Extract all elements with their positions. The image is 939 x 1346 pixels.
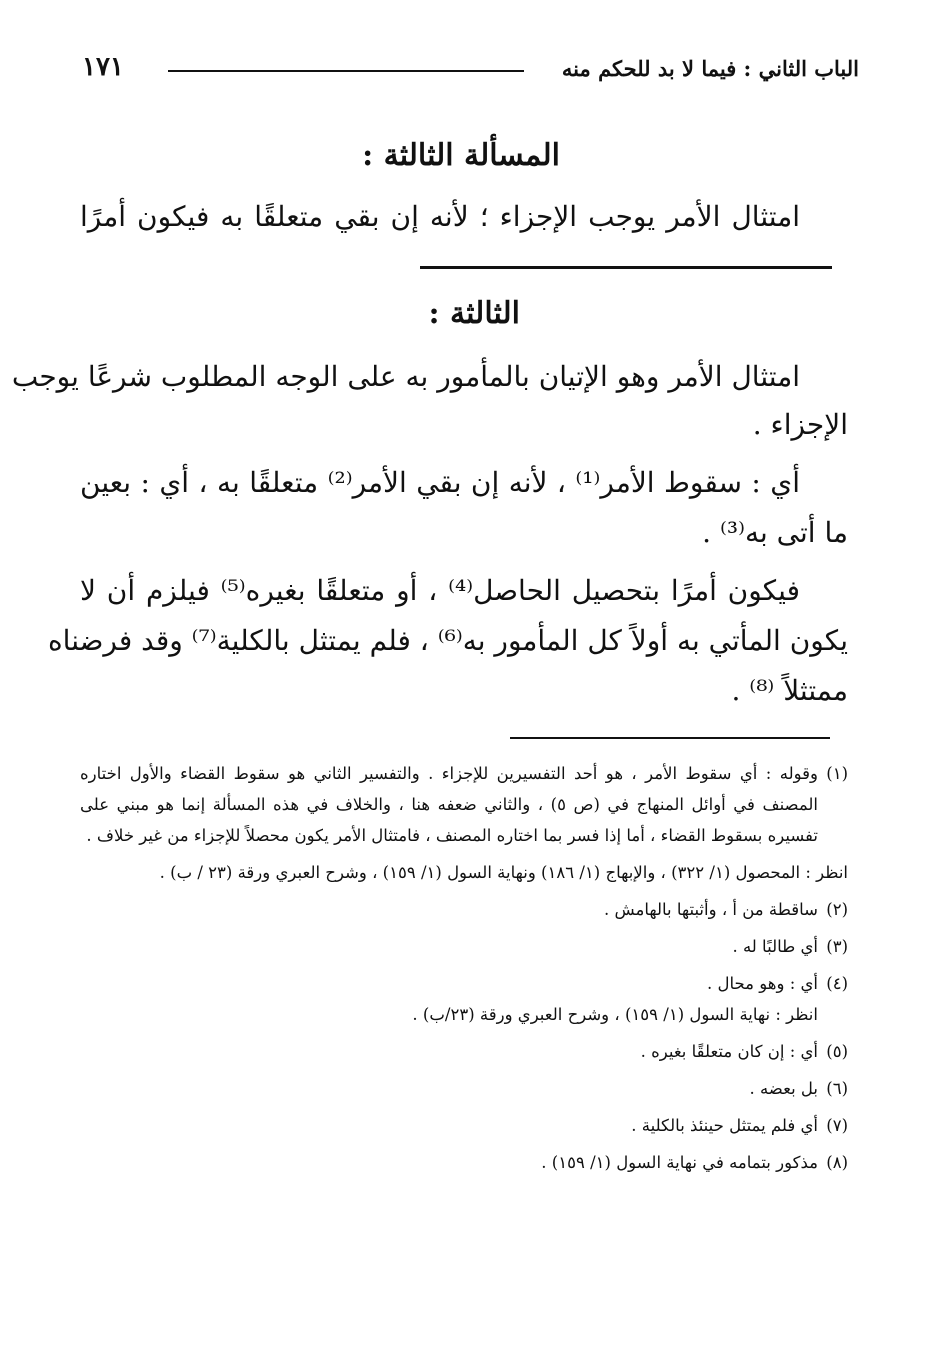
matn-divider <box>420 266 832 269</box>
footnote <box>80 931 848 962</box>
running-title: الباب الثاني : فيما لا بد للحكم منه <box>561 56 859 81</box>
footnote-text: ساقطة من أ ، وأثبتها بالهامش . <box>603 900 818 919</box>
footnote-text: وقوله : أي سقوط الأمر ، هو أحد التفسيرين للإجزاء . والتفسير الثاني هو سقوط القضاء والأول اختاره المصنف في أوائل المنهاج في (ص ٥) ، والثاني ضعفه هنا ، والخلاف في هذه المسألة إنما هو مبني على تفسيره بسقوط القضاء ، أما إذا فسر بما اختاره المصنف ، فامتثال الأمر يكون محصلاً للإجزاء من غير خلاف . <box>80 764 819 845</box>
footnote-reference <box>80 999 848 1030</box>
footnote-text: أي : وهو محال . <box>707 974 818 993</box>
footnote-text: أي فلم يمتثل حينئذ بالكلية . <box>631 1116 818 1135</box>
footnote-number: (٨) <box>826 1153 848 1172</box>
footnote-number: (٧) <box>826 1116 848 1135</box>
footnote <box>80 1147 848 1178</box>
footnote-number: (٥) <box>826 1042 848 1061</box>
sharh-heading: الثالثة : <box>428 296 520 331</box>
footnote-number: (١) <box>826 764 848 783</box>
footnote-number: (٤) <box>826 974 848 993</box>
footnote-text: أي : إن كان متعلقًا بغيره . <box>640 1042 818 1061</box>
footnote-text: انظر : نهاية السول (١/ ١٥٩) ، وشرح العبري ورقة (٢٣/ب) . <box>412 1005 818 1024</box>
footnote <box>80 968 848 999</box>
footnote-text: انظر : المحصول (١/ ٣٢٢) ، والإبهاج (١/ ١٨٦) ونهاية السول (١/ ١٥٩) ، وشرح العبري ورقة (٢٣ / ب) . <box>159 863 848 882</box>
header-rule <box>168 70 524 72</box>
sharh-line: أي : سقوط الأمر⁽¹⁾ ، لأنه إن بقي الأمر⁽²⁾ متعلقًا به ، أي : بعين <box>80 466 800 499</box>
sharh-line: فيكون أمرًا بتحصيل الحاصل⁽⁴⁾ ، أو متعلقًا بغيره⁽⁵⁾ فيلزم أن لا <box>80 574 801 607</box>
sharh-line: امتثال الأمر وهو الإتيان بالمأمور به على الوجه المطلوب شرعًا يوجب <box>11 360 800 393</box>
footnote-rule <box>510 737 830 739</box>
sharh-line: يكون المأتي به أولاً كل المأمور به⁽⁶⁾ ، فلم يمتثل بالكلية⁽⁷⁾ وقد فرضناه <box>48 624 848 657</box>
matn-text: امتثال الأمر يوجب الإجزاء ؛ لأنه إن بقي متعلقًا به فيكون أمرًا <box>80 200 800 233</box>
footnote <box>80 1110 848 1141</box>
sharh-line: ما أتى به⁽³⁾ . <box>702 516 848 549</box>
footnote <box>80 894 848 925</box>
footnote-number: (٣) <box>826 937 848 956</box>
footnotes <box>80 758 848 1184</box>
footnote-text: بل بعضه . <box>749 1079 818 1098</box>
footnote-reference <box>80 857 848 888</box>
sharh-line: ممتثلاً ⁽⁸⁾ . <box>731 674 848 707</box>
footnote-text: مذكور بتمامه في نهاية السول (١/ ١٥٩) . <box>541 1153 818 1172</box>
page-number: ١٧١ <box>82 52 124 82</box>
footnote-number: (٦) <box>826 1079 848 1098</box>
sharh-line: الإجزاء . <box>752 408 848 441</box>
matn-heading: المسألة الثالثة : <box>362 138 560 173</box>
footnote <box>80 1073 848 1104</box>
footnote <box>80 758 848 851</box>
footnote-text: أي طالبًا له . <box>732 937 818 956</box>
footnote <box>80 1036 848 1067</box>
footnote-number: (٢) <box>826 900 848 919</box>
